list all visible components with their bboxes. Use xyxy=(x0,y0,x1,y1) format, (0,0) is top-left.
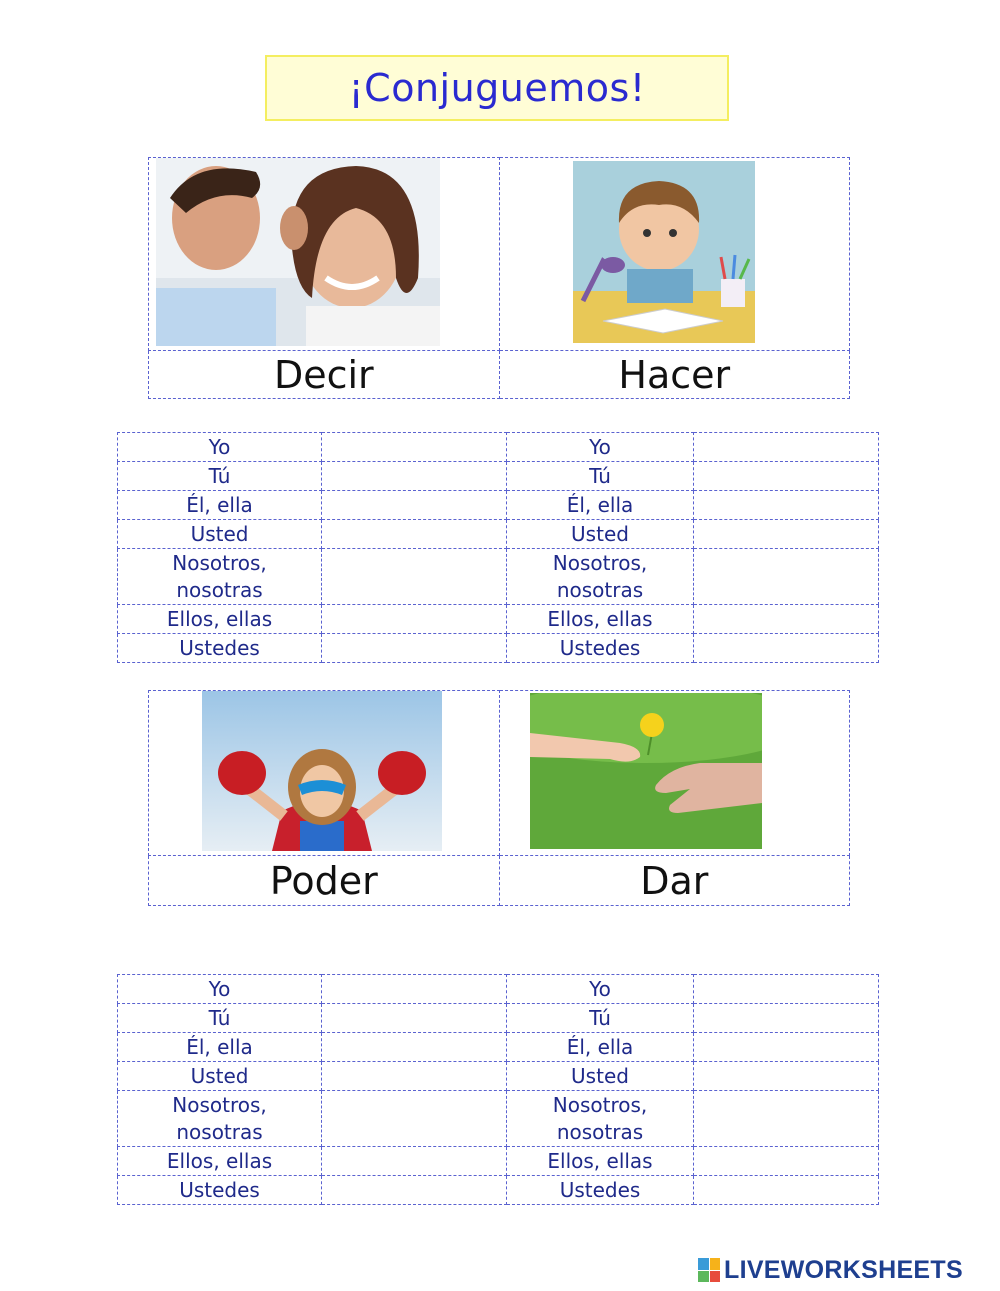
table-row xyxy=(118,491,879,520)
answer-cell[interactable] xyxy=(322,1176,507,1205)
answer-cell[interactable] xyxy=(693,1147,878,1176)
answer-cell[interactable] xyxy=(322,433,507,462)
pronoun-cell: Tú xyxy=(507,1004,693,1033)
table-row xyxy=(118,520,879,549)
answer-cell[interactable] xyxy=(693,605,878,634)
pronoun-cell: Yo xyxy=(507,975,693,1004)
hacer-image xyxy=(573,161,755,343)
table-row xyxy=(118,462,879,491)
pronoun-cell: Tú xyxy=(507,462,693,491)
pronoun-cell: Ellos, ellas xyxy=(118,605,322,634)
pronoun-cell: Usted xyxy=(118,520,322,549)
pronoun-cell: Nosotros, nosotras xyxy=(507,549,693,605)
table-row xyxy=(118,634,879,663)
verb-grid-bottom xyxy=(148,690,850,906)
answer-cell[interactable] xyxy=(693,520,878,549)
answer-cell[interactable] xyxy=(322,549,507,605)
answer-cell[interactable] xyxy=(322,520,507,549)
answer-cell[interactable] xyxy=(693,975,878,1004)
answer-cell[interactable] xyxy=(322,605,507,634)
answer-cell[interactable] xyxy=(693,1004,878,1033)
verb-grid-top xyxy=(148,157,850,399)
verb-decir: Decir xyxy=(273,352,374,397)
pronoun-cell: Ustedes xyxy=(118,1176,322,1205)
decir-image xyxy=(156,158,440,346)
conjugation-table-top xyxy=(117,432,879,663)
verb-hacer: Hacer xyxy=(618,352,731,397)
answer-cell[interactable] xyxy=(693,1033,878,1062)
answer-cell[interactable] xyxy=(322,1091,507,1147)
answer-cell[interactable] xyxy=(693,1062,878,1091)
verb-label-hacer xyxy=(499,351,849,399)
table-row xyxy=(118,605,879,634)
pronoun-cell: Nosotros, nosotras xyxy=(507,1091,693,1147)
conjugation-table-bottom xyxy=(117,974,879,1205)
pronoun-cell: Usted xyxy=(507,1062,693,1091)
pronoun-cell: Él, ella xyxy=(507,491,693,520)
pronoun-cell: Yo xyxy=(507,433,693,462)
pronoun-cell: Él, ella xyxy=(118,491,322,520)
answer-cell[interactable] xyxy=(322,634,507,663)
answer-cell[interactable] xyxy=(322,1147,507,1176)
title-box xyxy=(265,55,729,121)
pronoun-cell: Ustedes xyxy=(118,634,322,663)
table-row xyxy=(118,1147,879,1176)
pronoun-cell: Yo xyxy=(118,975,322,1004)
pronoun-cell: Él, ella xyxy=(118,1033,322,1062)
table-row xyxy=(118,1062,879,1091)
answer-cell[interactable] xyxy=(322,975,507,1004)
pronoun-cell: Ustedes xyxy=(507,634,693,663)
table-row xyxy=(118,1176,879,1205)
pronoun-cell: Nosotros, nosotras xyxy=(118,1091,322,1147)
verb-label-decir xyxy=(149,351,500,399)
answer-cell[interactable] xyxy=(693,433,878,462)
verb-label-dar xyxy=(499,856,849,906)
verb-dar: Dar xyxy=(640,858,709,903)
verb-poder: Poder xyxy=(269,858,378,903)
image-cell-dar xyxy=(499,691,849,856)
table-row xyxy=(118,1033,879,1062)
pronoun-cell: Ellos, ellas xyxy=(118,1147,322,1176)
answer-cell[interactable] xyxy=(693,634,878,663)
answer-cell[interactable] xyxy=(322,1062,507,1091)
table-row xyxy=(118,433,879,462)
answer-cell[interactable] xyxy=(693,1176,878,1205)
dar-image xyxy=(530,693,762,849)
pronoun-cell: Usted xyxy=(507,520,693,549)
pronoun-cell: Ustedes xyxy=(507,1176,693,1205)
table-row xyxy=(118,1091,879,1147)
table-row xyxy=(118,975,879,1004)
answer-cell[interactable] xyxy=(322,491,507,520)
answer-cell[interactable] xyxy=(322,1004,507,1033)
answer-cell[interactable] xyxy=(693,491,878,520)
pronoun-cell: Usted xyxy=(118,1062,322,1091)
answer-cell[interactable] xyxy=(693,462,878,491)
pronoun-cell: Él, ella xyxy=(507,1033,693,1062)
verb-label-poder xyxy=(149,856,500,906)
page-title: ¡Conjuguemos! xyxy=(348,66,646,110)
pronoun-cell: Yo xyxy=(118,433,322,462)
answer-cell[interactable] xyxy=(693,549,878,605)
pronoun-cell: Tú xyxy=(118,1004,322,1033)
brand-name: LIVEWORKSHEETS xyxy=(724,1255,963,1284)
pronoun-cell: Tú xyxy=(118,462,322,491)
pronoun-cell: Ellos, ellas xyxy=(507,605,693,634)
image-cell-hacer xyxy=(499,158,849,351)
pronoun-cell: Ellos, ellas xyxy=(507,1147,693,1176)
answer-cell[interactable] xyxy=(322,1033,507,1062)
table-row xyxy=(118,549,879,605)
liveworksheets-brand xyxy=(698,1257,963,1283)
image-cell-poder xyxy=(149,691,500,856)
answer-cell[interactable] xyxy=(322,462,507,491)
table-row xyxy=(118,1004,879,1033)
liveworksheets-logo-icon xyxy=(698,1258,720,1282)
image-cell-decir xyxy=(149,158,500,351)
answer-cell[interactable] xyxy=(693,1091,878,1147)
poder-image xyxy=(202,691,442,851)
pronoun-cell: Nosotros, nosotras xyxy=(118,549,322,605)
